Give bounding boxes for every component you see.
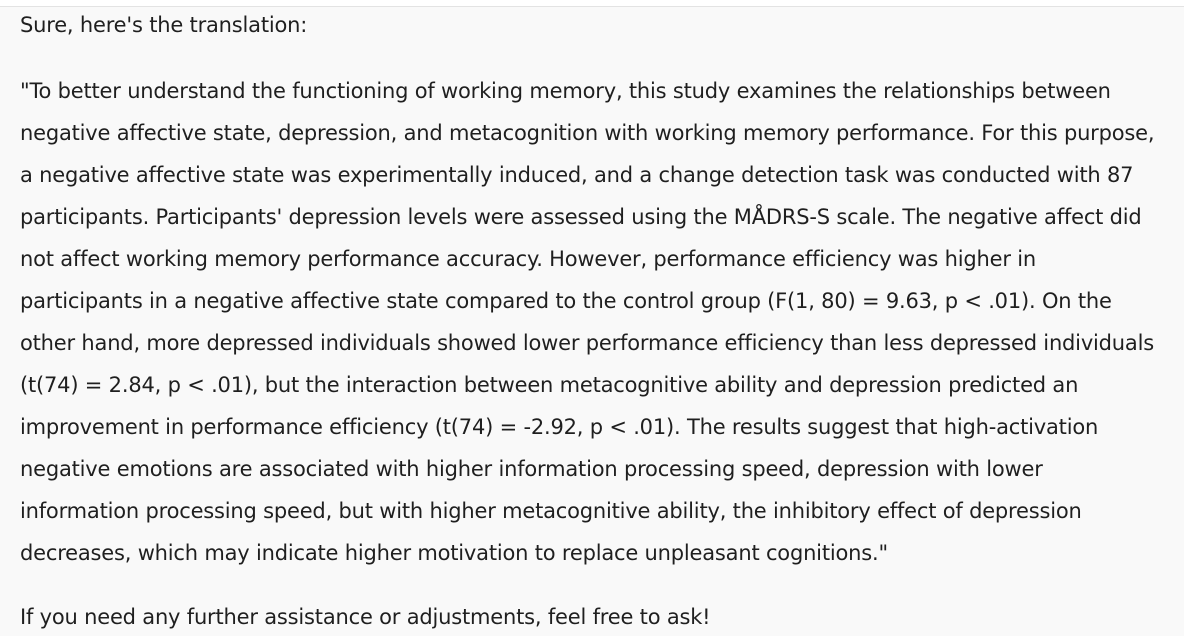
translation-line: not affect working memory performance accuracy. However, performance efficiency was higher in (20, 247, 1036, 271)
translation-line: information processing speed, but with higher metacognitive ability, the inhibitory effect of depression (20, 499, 1082, 523)
translation-line: improvement in performance efficiency (t(74) = -2.92, p < .01). The results suggest that high-activation (20, 415, 1099, 439)
translation-line: negative emotions are associated with higher information processing speed, depression with lower (20, 457, 1043, 481)
translation-paragraph (20, 70, 1154, 574)
translation-line: participants in a negative affective state compared to the control group (F(1, 80) = 9.63, p < .01). On the (20, 289, 1112, 313)
translation-line: "To better understand the functioning of working memory, this study examines the relationships between (20, 79, 1111, 103)
message-outro: If you need any further assistance or adjustments, feel free to ask! (20, 605, 711, 629)
translation-line: negative affective state, depression, and metacognition with working memory performance. For this purpose, (20, 121, 1155, 145)
translation-line: a negative affective state was experimentally induced, and a change detection task was conducted with 87 (20, 163, 1134, 187)
translation-line: other hand, more depressed individuals showed lower performance efficiency than less depressed individuals (20, 331, 1154, 355)
translation-line: (t(74) = 2.84, p < .01), but the interaction between metacognitive ability and depression predicted an (20, 373, 1079, 397)
assistant-message (0, 6, 1184, 636)
translation-line: decreases, which may indicate higher motivation to replace unpleasant cognitions." (20, 541, 888, 565)
translation-line: participants. Participants' depression levels were assessed using the MÅDRS-S scale. The negative affect did (20, 205, 1142, 229)
message-intro: Sure, here's the translation: (20, 13, 308, 37)
